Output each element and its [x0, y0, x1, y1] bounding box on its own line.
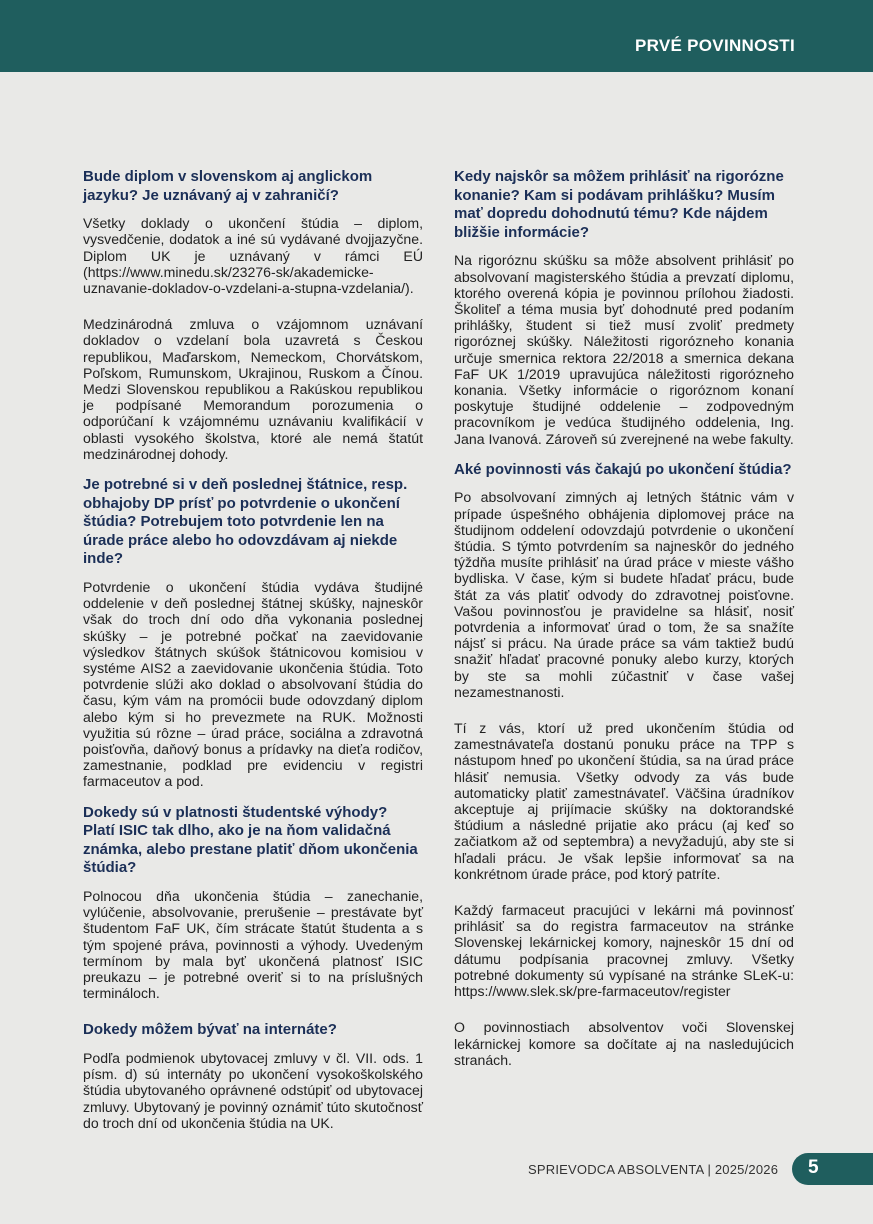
answer-paragraph: Po absolvovaní zimných aj letných štátnic vám v prípade úspešného obhájenia diplomovej práce na študijnom oddelení odovzdajú potvrdenie o ukončení štúdia. S týmto potvrdením sa najneskôr do jedného týždňa musíte prihlásiť na úrad práce v mieste vášho bydliska. V čase, kým si budete hľadať prácu, bude štát za vás platiť odvody do zdravotnej poisťovne. Vašou povinnosťou je pravidelne sa hlásiť, nosiť potvrdenia a informovať úrad o tom, že sa snažíte nájsť si prácu. Na úrade práce sa vám taktiež budú snažiť hľadať pracovné ponuky alebo kurzy, ktorých by ste sa mohli zúčastniť v čase vašej nezamestnanosti. — [454, 489, 794, 700]
question-confirmation: Je potrebné si v deň poslednej štátnice, resp. obhajoby DP prísť po potvrdenie o ukončení štúdia? Potrebujem toto potvrdenie len na úrade práce alebo ho odovzdávam aj niekde inde? — [83, 476, 408, 568]
answer-paragraph: Potvrdenie o ukončení štúdia vydáva študijné oddelenie v deň poslednej štátnej skúšky, najneskôr však do troch dní odo dňa vykonania poslednej skúšky – je potrebné počkať na zaevidovanie výsledkov štátnych skúšok štátnicovou komisiou v systéme AIS2 a zaevidovanie ukončenia štúdia. Toto potvrdenie slúži ako doklad o absolvovaní štúdia do času, kým vám na promócii bude odovzdaný diplom alebo kým si ho prevezmete na RUK. Možnosti využitia sú rôzne – úrad práce, sociálna a zdravotná poisťovňa, daňový bonus a prídavky na dieťa rodičov, zamestnanie, podklad pre evidenciu v registri farmaceutov a pod. — [83, 579, 423, 790]
page-header — [0, 0, 873, 72]
answer-paragraph: O povinnostiach absolventov voči Slovenskej lekárnickej komore sa dočítate aj na nasledujúcich stranách. — [454, 1019, 794, 1068]
question-rigorous: Kedy najskôr sa môžem prihlásiť na rigorózne konanie? Kam si podávam prihlášku? Musím mať dopredu dohodnutú tému? Kde nájdem bližšie informácie? — [454, 168, 784, 241]
question-dormitory: Dokedy môžem bývať na internáte? — [83, 1021, 337, 1039]
page-number: 5 — [808, 1157, 819, 1178]
answer-paragraph: Každý farmaceut pracujúci v lekárni má povinnosť prihlásiť sa do registra farmaceutov na stránke Slovenskej lekárnickej komory, najneskôr 15 dní od dátumu podpísania pracovnej zmluvy. Všetky potrebné dokumenty sú vypísané na stránke SLeK-u: https://www.slek.sk/pre-farmaceutov/register — [454, 902, 794, 1000]
section-title: PRVÉ POVINNOSTI — [634, 36, 795, 55]
page-number-tab — [792, 1153, 873, 1185]
answer-paragraph: Medzinárodná zmluva o vzájomnom uznávaní dokladov o vzdelaní bola uzavretá s Českou republikou, Maďarskom, Nemeckom, Chorvátskom, Poľskom, Rumunskom, Ukrajinou, Ruskom a Čínou. Medzi Slovenskou republikou a Rakúskou republikou je podpísané Memorandum porozumenia o odporúčaní k vzájomnému uznávaniu kvalifikácií v oblasti vysokého školstva, ktoré ale nemá štatút medzinárodnej dohody. — [83, 316, 423, 462]
answer-paragraph: Polnocou dňa ukončenia štúdia – zanechanie, vylúčenie, absolvovanie, prerušenie – prestávate byť študentom FaF UK, čím strácate štatút študenta a s tým spojené práva, povinnosti a výhody. Uvedeným termínom by mala byť ukončená platnosť ISIC preukazu – je potrebné overiť si to na príslušných termináloch. — [83, 888, 423, 1002]
answer-paragraph: Tí z vás, ktorí už pred ukončením štúdia od zamestnávateľa dostanú ponuku práce na TPP s nástupom hneď po ukončení štúdia, sa na úrad práce hlásiť nemusia. Všetky odvody za vás bude automaticky platiť zamestnávateľ. Väčšina úradníkov akceptuje aj prijímacie skúšky na doktorandské štúdium a následné prijatie ako prácu (aj keď so začiatkom až od septembra) a nevyžadujú, aby ste si hľadali prácu. Je však lepšie informovať sa na konkrétnom úrade práce, pod ktorý patríte. — [454, 720, 794, 882]
answer-paragraph: Všetky doklady o ukončení štúdia – diplom, vysvedčenie, dodatok a iné sú vydávané dvojjazyčne. Diplom UK je uznávaný v rámci EÚ (https://www.minedu.sk/23276-sk/akademicke-uznavanie-dokladov-o-vzdelani-a-stupna-vzdelania/). — [83, 215, 423, 296]
question-diploma-language: Bude diplom v slovenskom aj anglickom jazyku? Je uznávaný aj v zahraničí? — [83, 168, 373, 204]
answer-paragraph: Podľa podmienok ubytovacej zmluvy v čl. VII. ods. 1 písm. d) sú internáty po ukončení vysokoškolského štúdia ubytovaného oprávnené odstúpiť od ubytovacej zmluvy. Ubytovaný je povinný oznámiť túto skutočnosť do troch dní od ukončenia štúdia na UK. — [83, 1050, 423, 1131]
question-obligations: Aké povinnosti vás čakajú po ukončení štúdia? — [454, 460, 792, 478]
footer-publication: SPRIEVODCA ABSOLVENTA | 2025/2026 — [528, 1162, 779, 1177]
answer-paragraph: Na rigoróznu skúšku sa môže absolvent prihlásiť po absolvovaní magisterského štúdia a prevzatí diplomu, ktorého overená kópia je povinnou prílohou žiadosti. Školiteľ a téma musia byť dohodnuté pred podaním prihlášky, študent si tiež musí zvoliť predmety rigoróznej skúšky. Náležitosti rigorózneho konania určuje smernica rektora 22/2018 a smernica dekana FaF UK 1/2019 upravujúca náležitosti rigorózneho konania. Všetky informácie o rigoróznom konaní poskytuje študijné oddelenie – zodpovedným pracovníkom je vedúca študijného oddelenia, Ing. Jana Ivanová. Zároveň sú zverejnené na webe fakulty. — [454, 252, 794, 447]
right-column — [454, 168, 794, 1082]
left-column — [83, 168, 423, 1145]
question-student-benefits: Dokedy sú v platnosti študentské výhody? Platí ISIC tak dlho, ako je na ňom validačná známka, alebo prestane platiť dňom ukončenia štúdia? — [83, 803, 418, 877]
